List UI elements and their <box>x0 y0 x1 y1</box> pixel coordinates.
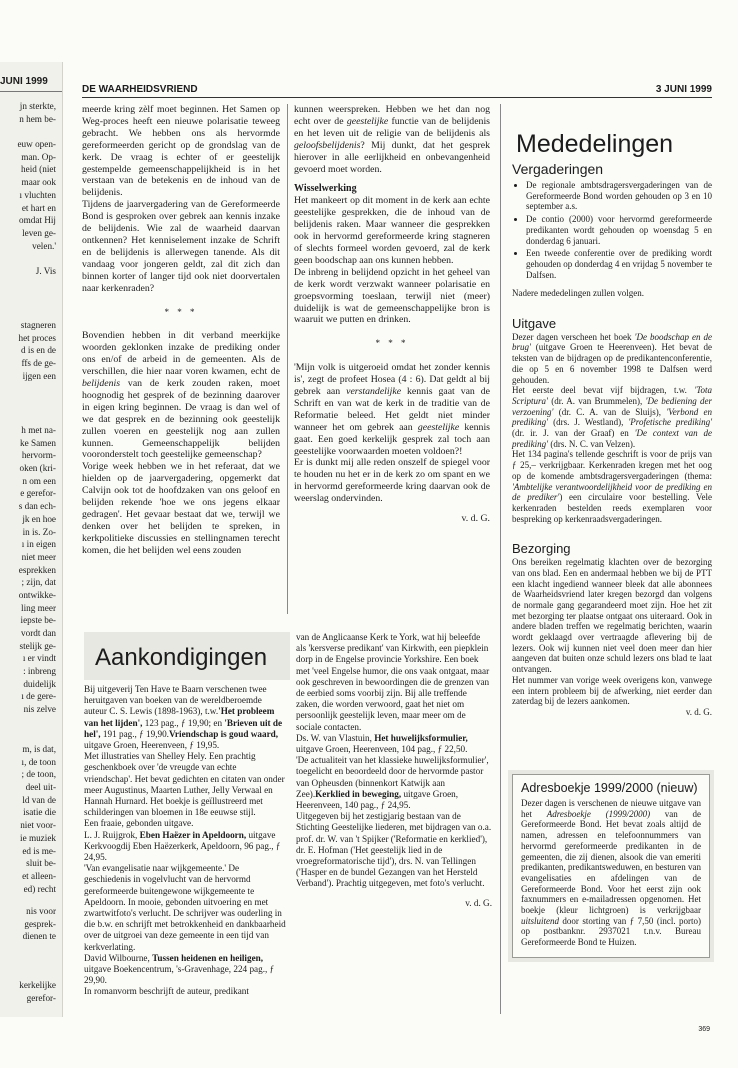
facing-block-1 <box>0 100 56 278</box>
uitgave-paragraph: Het 134 pagina's tellende geschrift is voor de prijs van ƒ 25,– verkrijgbaar. Kerkenraden kregen met het oog op de komende ambtsdragersvergaderingen (thema: 'Ambtelijke verantwoordelijkheid voor de prediking en de prediker') een circulaire voor bestelling. Vele kerkenraden bestelden reeds exemplaren voor bespreking op kerkenraadsvergaderingen. <box>512 449 713 524</box>
page-number: 369 <box>698 1026 710 1033</box>
facing-page-line: maar ook <box>21 177 56 188</box>
list-item: • De contio (2000) voor hervormd gereformeerde predikanten wordt gehouden op woensdag 5 en donderdag 6 januari. <box>526 214 712 246</box>
facing-page-line: hervorm- <box>21 450 56 461</box>
column-divider <box>287 104 288 614</box>
aankondigingen-column-2 <box>296 632 492 932</box>
facing-page-line: ı vluchten <box>19 189 56 200</box>
mededelingen-column <box>512 180 712 760</box>
facing-page-line: gesprek- <box>24 918 56 929</box>
facing-page-line: ffs de ge- <box>21 358 56 369</box>
header-rule <box>82 97 712 98</box>
facing-page-line: het proces <box>18 332 56 343</box>
facing-page-line: ontwikke- <box>18 589 56 600</box>
facing-page-line: ld van de <box>22 794 56 805</box>
signature: v. d. G. <box>461 513 490 525</box>
facing-page-line: s dan ech- <box>18 501 56 512</box>
facing-page-line <box>0 125 56 138</box>
announcement-entry: Een fraaie, gebonden uitgave. <box>84 818 194 829</box>
facing-page-line: in is. Zo- <box>22 526 56 537</box>
announcement-entry: 'De actualiteit van het klassieke huwelijksformulier', toegelicht en beoordeeld door de hervormde pastor van Opheusden (binnenkort Katwijk aan Zee).Kerklied in beweging, uitgave Groen, Heerenveen, 140 pag., ƒ 24,95. <box>296 755 489 811</box>
article-column-2 <box>294 104 490 614</box>
facing-page-line: nis voor <box>26 906 56 916</box>
adresboekje-inner <box>512 774 710 958</box>
facing-page-line: stelijk ge- <box>19 640 56 651</box>
uitgave-heading: Uitgave <box>512 316 557 332</box>
facing-block-3 <box>0 424 56 716</box>
announcement-entry: van de Anglicaanse Kerk te York, wat hij beleefde als 'kersverse predikant' van Kirkwith, een piepklein dorp in de Engelse provincie Yorkshire. Een boek met 'veel Engelse humor, die ons vaak ontgaat, maar ook geschreven in bewoordingen die de grenzen van de eerbied soms voorbij zijn. Bij alle treffende zaken, die worden verwoord, gaat het niet om persoonlijk geestelijk leven, maar meer om de sociale contacten. <box>296 632 490 732</box>
facing-page-line: et hart en <box>21 202 56 213</box>
article-column-1 <box>82 104 280 624</box>
facing-page-line: ı in eigen <box>21 539 56 550</box>
col2-paragraph: Het mankeert op dit moment in de kerk aan echte geestelijke gesprekken, die de inhoud van de belijdenis raken. Maar wanneer die gesprekken ook in hervormd gereformeerde kring stagneren of slechts formeel worden gevoerd, zal de kerk geen boodschap aan ons kunnen hebben. <box>294 195 490 266</box>
adresboekje-box <box>508 770 714 962</box>
facing-page-line: ; zijn, dat <box>21 577 56 588</box>
announcement-entry: David Wilbourne, Tussen heidenen en heiligen, uitgave Boekencentrum, 's-Gravenhage, 224 pag., ƒ 29,90. <box>84 952 275 986</box>
section-separator: * * * <box>375 338 409 349</box>
col2-paragraph: 'Mijn volk is uitgeroeid omdat het zonder kennis is', zegt de profeet Hosea (4 : 6). Dat geldt al bij gebrek aan verstandelijke kennis gaat van de Schrift en van wat de kerk in de traditie van de Reformatie beleed. Het geldt niet minder wanneer het om gebrek aan geestelijke kennis gaat. Een goed kerkelijk gesprek zal toch aan geestelijke voorwaarden moeten voldoen?! <box>294 362 490 457</box>
announcement-entry: Ds. W. van Vlastuin, Het huwelijksformulier, uitgave Groen, Heerenveen, 104 pag., ƒ 22,50. <box>296 732 468 755</box>
signature: v. d. G. <box>465 897 492 908</box>
announcement-entry: L. J. Ruijgrok, Eben Haëzer in Apeldoorn, uitgave Kerkvoogdij Eben Haëzerkerk, Apeldoorn, 96 pag., ƒ 24,95. <box>84 829 281 863</box>
facing-page-strip <box>0 62 63 1017</box>
col1-paragraph: Bovendien hebben in dit verband meerkijke woorden geklonken inzake de prediking onder ons en/of de arbeid in de gemeenten. Als de verschillen, die hier naar voren kwamen, echt de belijdenis van de kerk zouden raken, moet hoognodig het gesprek of de bezinning daarover in eigen kring beginnen. De vraag is dan wel of we dat gesprek en de bezinning ook geestelijk zullen voeren en geestelijk nog aan zullen kunnen. Gemeenschappelijk belijden vooronderstelt toch geestelijke gemeenschap? <box>82 330 280 461</box>
announcement-entry: In romanvorm beschrijft de auteur, predikant <box>84 986 249 997</box>
facing-page-line: kerkelijke <box>19 980 56 990</box>
facing-page-line: jn sterkte, <box>19 101 56 111</box>
facing-page-line: : inbreng <box>23 666 56 677</box>
facing-page-line: et alleen- <box>22 870 56 881</box>
facing-page-line: gerefor- <box>26 992 56 1003</box>
page-header <box>82 84 712 96</box>
facing-block-5 <box>0 905 56 943</box>
list-item: • De regionale ambtsdragersvergaderingen van de Gereformeerde Bond worden gehouden op 3 en 10 september a.s. <box>526 180 712 212</box>
facing-page-line: ı er vindt <box>22 653 56 664</box>
bezorging-heading: Bezorging <box>512 541 571 557</box>
facing-page-line: d is en de <box>21 345 56 356</box>
facing-page-line: esprekken <box>18 564 56 575</box>
mededelingen-heading: Mededelingen <box>516 130 674 158</box>
col2-paragraph: kunnen weerspreken. Hebben we het dan nog echt over de geestelijke functie van de belijdenis en het leven uit de religie van de belijdenis als geloofsbelijdenis? Mij dunkt, dat het gesprek hierover in alle eerlijkheid en onbevangenheid gevoerd moet worden. <box>294 104 490 175</box>
facing-page-date: JUNI 1999 <box>0 76 48 87</box>
facing-block-2 <box>0 319 56 382</box>
facing-page-line: jk en hoe <box>22 513 56 524</box>
vergaderingen-list <box>512 180 712 280</box>
facing-page-line: euw open- <box>17 139 56 150</box>
header-date: 3 JUNI 1999 <box>655 84 712 95</box>
facing-page-line: ; de toon, <box>21 769 56 780</box>
facing-page-line: ı, de toon <box>21 756 56 767</box>
facing-page-line: vordt dan <box>21 628 56 638</box>
facing-page-line: leven ge- <box>22 227 56 238</box>
facing-page-line: niet voor- <box>20 820 56 831</box>
facing-page-line: duidelijk <box>23 678 56 689</box>
facing-page-line: n hem be- <box>19 113 56 124</box>
facing-page-line: dienen te <box>22 931 56 942</box>
uitgave-paragraph: Dezer dagen verscheen het boek 'De boodschap en de brug' (uitgave Groen te Heerenveen). Het bevat de teksten van de bijdragen op de predikantenconferentie, die op 5 en 6 november 1998 te Dalfsen werd gehouden. <box>512 331 713 385</box>
adresboekje-title: Adresboekje 1999/2000 (nieuw) <box>521 781 698 795</box>
announcement-entry: Uitgegeven bij het zestigjarig bestaan van de Stichting Geestelijke liederen, met bijdragen van o.a. prof. dr. W. van 't Spijker ('Reformatie en kerklied'), dr. E. Hofman ('Het geestelijk lied in de vroegreformatorische tijd'), drs. N. van Tellingen ('Hasper en de bundel Gezangen van het Hersteld Verband'). Prachtig uitgegeven, met foto's verlucht. <box>296 811 492 889</box>
facing-block-6 <box>0 979 56 1004</box>
vergaderingen-heading: Vergaderingen <box>512 161 604 177</box>
facing-page-line: m, is dat, <box>22 744 56 754</box>
facing-block-4 <box>0 743 56 895</box>
facing-page-line: deel uit- <box>25 782 56 793</box>
col2-paragraph: De inbreng in belijdend opzicht in het geheel van de kerk wordt verzwakt wanneer polarisatie en groepsvorming toeslaan, terwijl niet (meer) duidelijk is wat de gemeenschappelijke bron is waaruit we putten en drinken. <box>294 266 490 326</box>
adresboekje-text: Dezer dagen is verschenen de nieuwe uitgave van het Adresboekje (1999/2000) van de Gereformeerde Bond. Het bevat zoals altijd de namen, adressen en telefoonnummers van hervormd gereformeerde predikanten in de gemeenten, die zij dienen, alsook die van emeriti predikanten, predikantsweduwen, en besturen van evangelisaties en afdelingen van de Gereformeerde Bond. Voor het eerst zijn ook faxnummers en e-mailadressen opgenomen. Het boekje (kleur lichtgroen) is verkrijgbaar uitsluitend door storting van ƒ 7,50 (incl. porto) op postbanknr. 2937021 t.n.v. Bureau Gereformeerde Bond te Huizen. <box>521 798 701 948</box>
column-divider <box>500 104 501 1014</box>
facing-page-line: nis zelve <box>23 704 56 715</box>
facing-page-line: ı de gere- <box>21 691 56 702</box>
facing-page-line: ed is me- <box>22 845 56 856</box>
facing-page-line: ling meer <box>21 602 56 613</box>
col1-paragraph: Vorige week hebben we in het referaat, dat we hielden op de jaarvergadering, opgemerkt dat Calvijn ook tot de hoofdzaken van ons geloof en belijden rekende 'hoe we ons jegens elkaar gedragen'. Het gevaar bestaat dat we, terwijl we denken over het belijden te spreken, in kerkpolitieke discussies en stellingnamen terecht komen, die het belijden wel eens zouden <box>82 461 280 556</box>
facing-page-line: n om een <box>22 475 56 486</box>
facing-page-line: iepste be- <box>20 615 56 626</box>
section-separator: * * * <box>164 306 198 317</box>
facing-page-line: sluit be- <box>26 858 56 869</box>
signature: v. d. G. <box>685 706 712 717</box>
facing-page-line: velen.' <box>32 240 56 251</box>
facing-page-line: heid (niet <box>21 164 56 175</box>
facing-page-line: ijgen een <box>22 370 56 381</box>
list-item: • Een tweede conferentie over de prediking wordt gehouden op donderdag 4 en vrijdag 5 november te Dalfsen. <box>526 248 712 280</box>
facing-page-line: stagneren <box>20 320 56 330</box>
masthead: DE WAARHEIDSVRIEND <box>82 84 198 95</box>
bezorging-paragraph: Het nummer van vorige week overigens kon, vanwege een intern probleem bij de afwerking, niet eerder dan zaterdag bij de lezers aankomen. <box>512 674 712 707</box>
facing-page-line: ed) recht <box>23 883 56 894</box>
col1-paragraph: Tijdens de jaarvergadering van de Gereformeerde Bond is gesproken over gebrek aan kennis inzake de belijdenis. Wie zal de waarheid daarvan ontkennen? Het kenniselement inzake de Schrift en de belijdenis is allerwegen tanende. Als dit vandaag voor jongeren geldt, zal dit zich dan binnen korter of langer tijd ook niet doorvertalen naar kerkenraden? <box>82 199 280 294</box>
col2-paragraph: Er is dunkt mij alle reden onszelf de spiegel voor te houden nu het er in de kerk zo om spant en we in hervormd gereformeerde kring daarvan ook de weerslag ondervinden. <box>294 457 490 505</box>
subheading-wisselwerking: Wisselwerking <box>294 183 357 195</box>
facing-page-line: ke Samen <box>20 437 56 448</box>
mededelingen-note: Nadere mededelingen zullen volgen. <box>512 288 644 299</box>
facing-page-line: h met na- <box>21 425 56 435</box>
facing-page-rule <box>0 91 62 92</box>
announcement-entry: 'Van evangelisatie naar wijkgemeente.' De geschiedenis in vogelvlucht van de hervormd gereformeerde buitengewone wijkgemeente te Apeldoorn. In mooie, gebonden uitvoering en met zwartwitfoto's verlucht. De schrijver was ouderling in die b.w. en schrijft met betrokkenheid en dankbaarheid over de uitgroei van deze gemeente in een tijd van kerkverlating. <box>84 863 286 952</box>
announcement-entry: Met illustraties van Shelley Hely. Een prachtig geschenkboek over 'de vreugde van echte vriendschap'. Het bevat gedichten en citaten van onder meer Augustinus, Maarten Luther, Jelly Verwaal en Hannah Hurnard. Het boekje is geïllustreerd met schilderingen van bloemen in 18e eeuwse stijl. <box>84 751 285 818</box>
facing-page-line: isatie die <box>23 807 56 818</box>
aankondigingen-column-1 <box>84 684 286 1029</box>
facing-page-line: omdat Hij <box>18 215 56 226</box>
facing-page-line <box>0 252 56 265</box>
bezorging-paragraph: Ons bereiken regelmatig klachten over de bezorging van ons blad. Een en andermaal hebben we bij de PTT een klacht ingediend wanneer bleek dat alle abonnees de Waarheidsvriend later kregen bezorgd dan volgens de normale gang gegarandeerd moet zijn. Hoe het zit met bezorging ter plaatse ontgaat ons uiteraard. Ook in andere bladen treffen we regelmatig berichten, waarin wordt geklaagd over vertraagde aflevering bij de lezers. Ook wij kunnen niet veel doen meer dan hier aangeven dat buiten onze schuld lezers ons blad te laat ontvangen. <box>512 557 712 675</box>
facing-page-line: ie muziek <box>20 832 56 843</box>
aankondigingen-entries <box>296 632 492 890</box>
aankondigingen-heading: Aankondigingen <box>95 644 268 671</box>
uitgave-paragraph: Het eerste deel bevat vijf bijdragen, t.w. 'Tota Scriptura' (dr. A. van Brummelen), 'De bediening der verzoening' (dr. C. A. van de Sluijs), 'Verbond en prediking' (drs. J. Westland), 'Profetische prediking' (dr. ir. J. van der Graaf) en 'De context van de prediking' (drs. N. C. van Velzen). <box>512 385 713 449</box>
facing-page-line: man. Op- <box>21 151 56 162</box>
col1-paragraph: meerde kring zèlf moet beginnen. Het Samen op Weg-proces heeft een nieuwe polarisatie teweeg gebracht. We hebben ons als hervormde gereformeerden gericht op de grondslag van de kerk. De vraag is echter of er geestelijk gestempelde gemeenschappelijkheid is in het verstaan van de betekenis en de inhoud van de belijdenis. <box>82 104 280 199</box>
facing-page-line: niet meer <box>21 551 56 562</box>
facing-page-line: oken (kri- <box>19 463 56 474</box>
facing-page-line: J. Vis <box>35 265 56 276</box>
announcement-entry: Bij uitgeverij Ten Have te Baarn verschenen twee heruitgaven van boeken van de wereldberoemde auteur C. S. Lewis (1898-1963), t.w.'Het probleem van het lijden', 123 pag., ƒ 19,90; en 'Brieven uit de hel', 191 pag., ƒ 19,90.Vriendschap is goud waard, uitgave Groen, Heerenveen, ƒ 19,95. <box>84 684 283 751</box>
facing-page-line: e gerefor- <box>20 488 56 499</box>
